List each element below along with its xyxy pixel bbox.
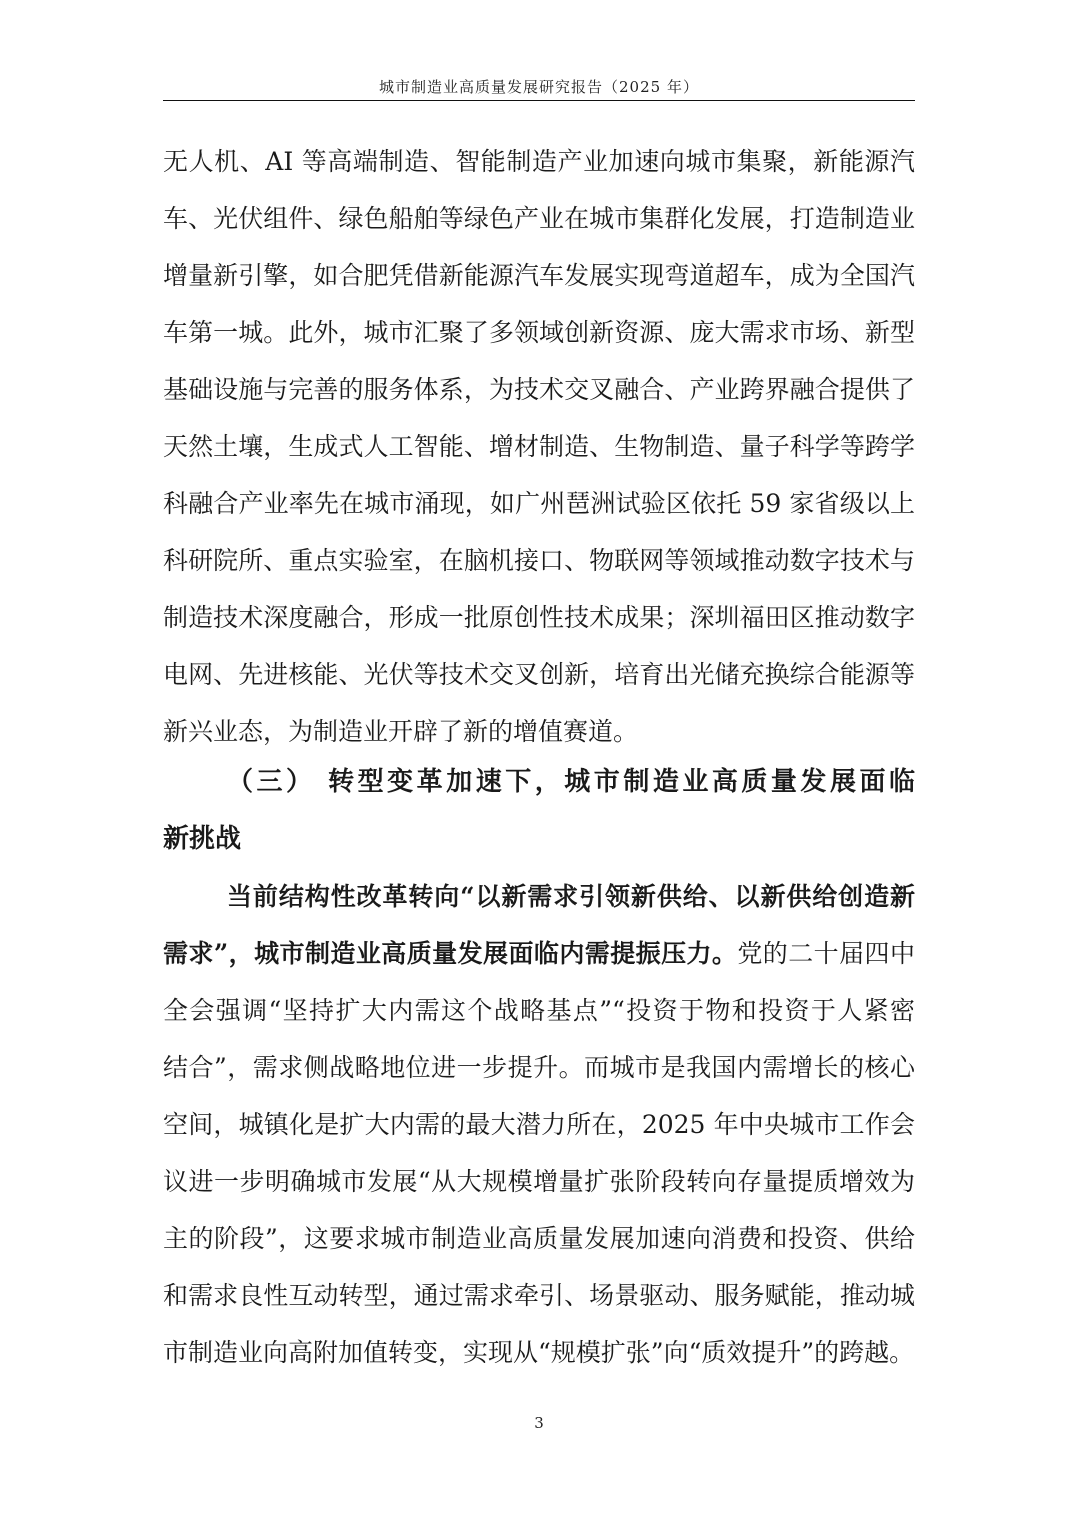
paragraph-line: 新兴业态，为制造业开辟了新的增值赛道。 (163, 717, 639, 746)
paragraph-line: 电网、先进核能、光伏等技术交叉创新，培育出光储充换综合能源等 (163, 660, 915, 689)
paragraph-line-rest: 党的二十届四中 (737, 939, 915, 968)
section-heading (163, 754, 915, 868)
section-heading-line: （三） 转型变革加速下，城市制造业高质量发展面临 (227, 767, 915, 797)
paragraph-line: 车第一城。此外，城市汇聚了多领域创新资源、庞大需求市场、新型 (163, 318, 915, 347)
paragraph-lead-sentence: 当前结构性改革转向“以新需求引领新供给、以新供给创造新 (227, 882, 915, 911)
header-rule (163, 100, 915, 101)
paragraph-line: 增量新引擎，如合肥凭借新能源汽车发展实现弯道超车，成为全国汽 (163, 261, 915, 290)
paragraph-line: 议进一步明确城市发展“从大规模增量扩张阶段转向存量提质增效为 (163, 1167, 915, 1196)
section-heading-line: 新挑战 (163, 824, 242, 854)
paragraph-line: 基础设施与完善的服务体系，为技术交叉融合、产业跨界融合提供了 (163, 375, 915, 404)
paragraph-line: 车、光伏组件、绿色船舶等绿色产业在城市集群化发展，打造制造业 (163, 204, 915, 233)
paragraph-line: 和需求良性互动转型，通过需求牵引、场景驱动、服务赋能，推动城 (163, 1281, 915, 1310)
paragraph-line: 全会强调“坚持扩大内需这个战略基点”“投资于物和投资于人紧密 (163, 996, 915, 1025)
paragraph-line: 科研院所、重点实验室，在脑机接口、物联网等领域推动数字技术与 (163, 546, 915, 575)
paragraph-line: 无人机、AI 等高端制造、智能制造产业加速向城市集聚，新能源汽 (163, 147, 915, 176)
paragraph-lead-sentence-end: 需求”，城市制造业高质量发展面临内需提振压力。 (163, 939, 738, 968)
paragraph-2 (163, 868, 915, 1381)
paragraph-line: 市制造业向高附加值转变，实现从“规模扩张”向“质效提升”的跨越。 (163, 1338, 915, 1367)
paragraph-line: 制造技术深度融合，形成一批原创性技术成果；深圳福田区推动数字 (163, 603, 915, 632)
paragraph-line: 科融合产业率先在城市涌现，如广州琶洲试验区依托 59 家省级以上 (163, 489, 915, 518)
paragraph-line: 空间，城镇化是扩大内需的最大潜力所在，2025 年中央城市工作会 (163, 1110, 915, 1139)
paragraph-line (163, 925, 915, 982)
paragraph-1 (163, 133, 915, 760)
page-number: 3 (534, 1414, 544, 1432)
running-header: 城市制造业高质量发展研究报告（2025 年） (379, 78, 699, 96)
paragraph-line: 结合”，需求侧战略地位进一步提升。而城市是我国内需增长的核心 (163, 1053, 915, 1082)
paragraph-line: 天然土壤，生成式人工智能、增材制造、生物制造、量子科学等跨学 (163, 432, 915, 461)
paragraph-line: 主的阶段”，这要求城市制造业高质量发展加速向消费和投资、供给 (163, 1224, 915, 1253)
